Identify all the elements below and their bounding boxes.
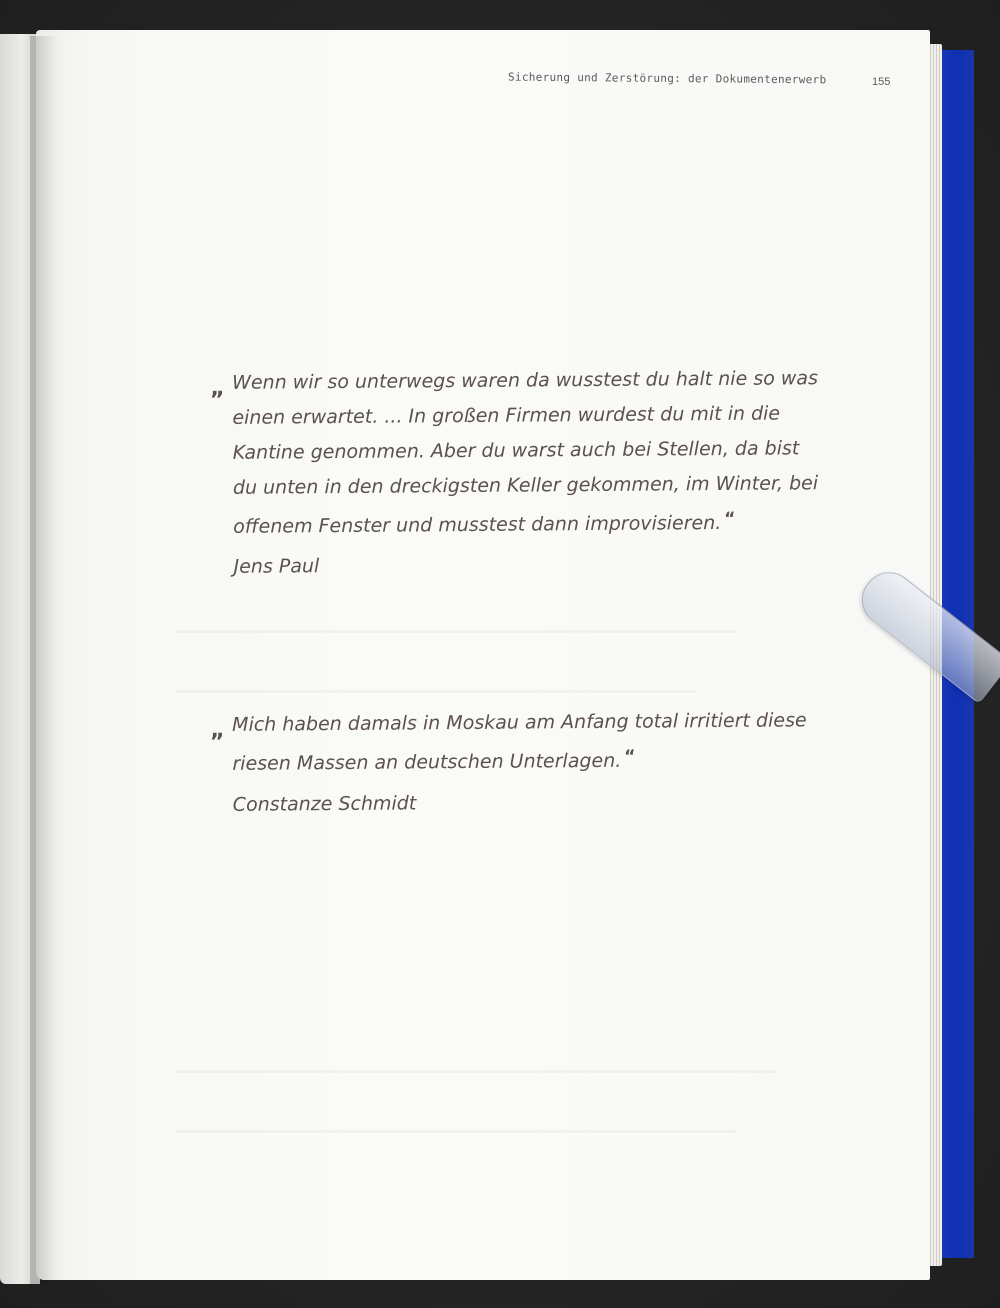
opening-quote-mark: „ <box>210 375 225 401</box>
show-through-text <box>176 1070 776 1073</box>
closing-quote-mark: “ <box>724 508 736 529</box>
book-page <box>36 30 930 1280</box>
quote-line <box>232 738 807 782</box>
show-through-text <box>176 690 696 693</box>
quote-author: Jens Paul <box>233 555 320 578</box>
quote-text <box>232 361 819 545</box>
quote-line: Mich haben damals in Moskau am Anfang total irritiert diese <box>232 709 807 736</box>
page-number: 155 <box>872 76 891 88</box>
quote-text <box>232 703 807 782</box>
opening-quote-mark: „ <box>210 717 225 743</box>
quote-line: Kantine genommen. Aber du warst auch bei Stellen, da bist <box>232 437 800 464</box>
running-head: Sicherung und Zerstörung: der Dokumentenerwerb <box>507 70 827 87</box>
show-through-text <box>176 1130 736 1133</box>
quote-author: Constanze Schmidt <box>232 792 417 816</box>
quote-line: du unten in den dreckigsten Keller gekommen, im Winter, bei <box>232 472 819 499</box>
quote-line: einen erwartet. ... In großen Firmen wurdest du mit in die <box>232 402 781 429</box>
quote-line-text: riesen Massen an deutschen Unterlagen. <box>232 749 622 775</box>
quote-line <box>233 501 819 545</box>
quote-line: Wenn wir so unterwegs waren da wusstest du halt nie so was <box>232 367 819 394</box>
closing-quote-mark: “ <box>624 746 636 767</box>
gutter-shadow <box>30 36 58 1284</box>
show-through-text <box>176 630 736 633</box>
quote-line-text: offenem Fenster und musstest dann improvisieren. <box>233 511 722 538</box>
